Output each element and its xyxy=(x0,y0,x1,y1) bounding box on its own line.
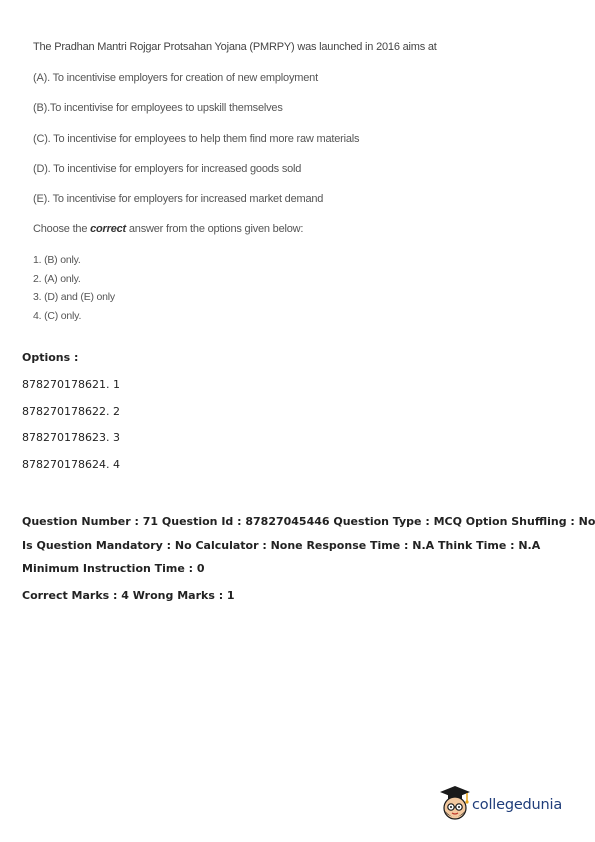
question-meta-line: Is Question Mandatory : No Calculator : None Response Time : N.A Think Time : N.A xyxy=(22,539,541,552)
answer-list xyxy=(33,251,115,325)
logo-wordmark: collegedunia xyxy=(472,797,563,813)
choose-emphasis: correct xyxy=(90,223,127,235)
statement-b: (B).To incentivise for employees to upskill themselves xyxy=(33,102,283,114)
answer-item: 3. (D) and (E) only xyxy=(33,291,115,303)
statement-d: (D). To incentivise for employers for increased goods sold xyxy=(33,163,302,175)
question-meta-line: Question Number : 71 Question Id : 87827045446 Question Type : MCQ Option Shuffling : No xyxy=(22,515,595,528)
statement-e: (E). To incentivise for employers for increased market demand xyxy=(33,193,324,205)
question-meta-line: Minimum Instruction Time : 0 xyxy=(22,562,205,575)
statement-c: (C). To incentivise for employees to help them find more raw materials xyxy=(33,133,360,145)
option-id: 878270178622. 2 xyxy=(22,405,120,418)
options-heading: Options : xyxy=(22,351,79,364)
statement-a: (A). To incentivise employers for creation of new employment xyxy=(33,72,318,84)
option-id: 878270178624. 4 xyxy=(22,458,120,471)
option-id: 878270178623. 3 xyxy=(22,431,120,444)
graduate-mascot-icon xyxy=(436,783,474,825)
answer-item: 4. (C) only. xyxy=(33,309,82,322)
collegedunia-logo xyxy=(436,783,576,825)
option-id: 878270178621. 1 xyxy=(22,378,120,391)
choose-instruction: Choose the correct answer from the options given below: xyxy=(33,223,304,235)
answer-item: 1. (B) only. xyxy=(33,254,81,266)
answer-item: 2. (A) only. xyxy=(33,272,81,285)
question-stem: The Pradhan Mantri Rojgar Protsahan Yojana (PMRPY) was launched in 2016 aims at xyxy=(33,41,437,53)
marks-line: Correct Marks : 4 Wrong Marks : 1 xyxy=(22,589,235,602)
